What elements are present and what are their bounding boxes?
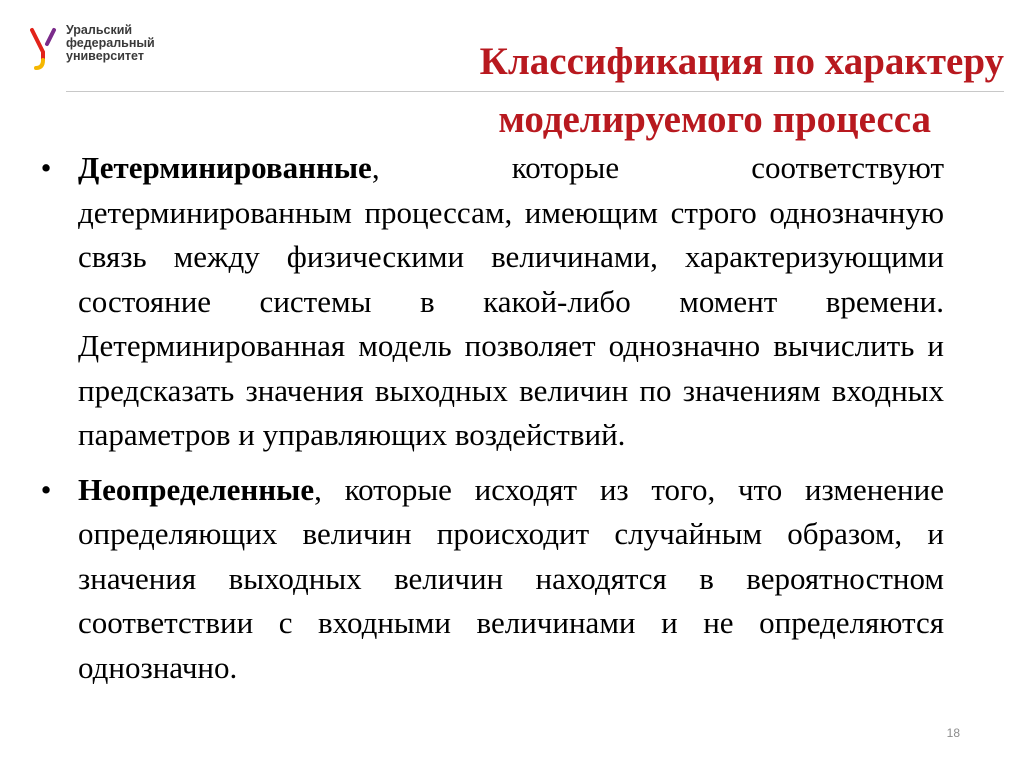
logo-wordmark bbox=[66, 24, 155, 63]
logo-line-2: федеральный bbox=[66, 36, 155, 50]
page-number: 18 bbox=[946, 726, 960, 740]
bullet-term: Неопределенные bbox=[78, 471, 315, 507]
logo-line-1: Уральский bbox=[66, 23, 133, 37]
title-line-2: моделируемого процесса bbox=[498, 98, 931, 141]
bullet-list bbox=[36, 146, 944, 690]
title-line-1: Классификация по характеру bbox=[479, 40, 1004, 83]
bullet-text: , которые исходят из того, что изменение определяющих величин происходит случайным образом, и значения выходных величин находятся в вероятностном соответствии с входными величинами и не определяются однозначно. bbox=[78, 471, 944, 685]
bullet-text: , которые соответствуют детерминированным процессам, имеющим строго однозначную связь между физическими величинами, характеризующими состояние системы в какой-либо момент времени. Детерминированная модель позволяет однозначно вычислить и предсказать значения выходных величин по значениям входных параметров и управляющих воздействий. bbox=[78, 150, 944, 452]
bullet-dot-icon: • bbox=[40, 150, 52, 185]
urfu-logo-icon bbox=[30, 26, 60, 70]
bullet-term: Детерминированные bbox=[78, 150, 372, 185]
university-logo bbox=[30, 24, 180, 74]
bullet-item-uncertain bbox=[36, 468, 944, 691]
bullet-dot-icon: • bbox=[40, 471, 52, 507]
logo-line-3: университет bbox=[66, 49, 144, 63]
title-divider bbox=[66, 91, 1004, 92]
bullet-item-deterministic bbox=[36, 146, 944, 458]
